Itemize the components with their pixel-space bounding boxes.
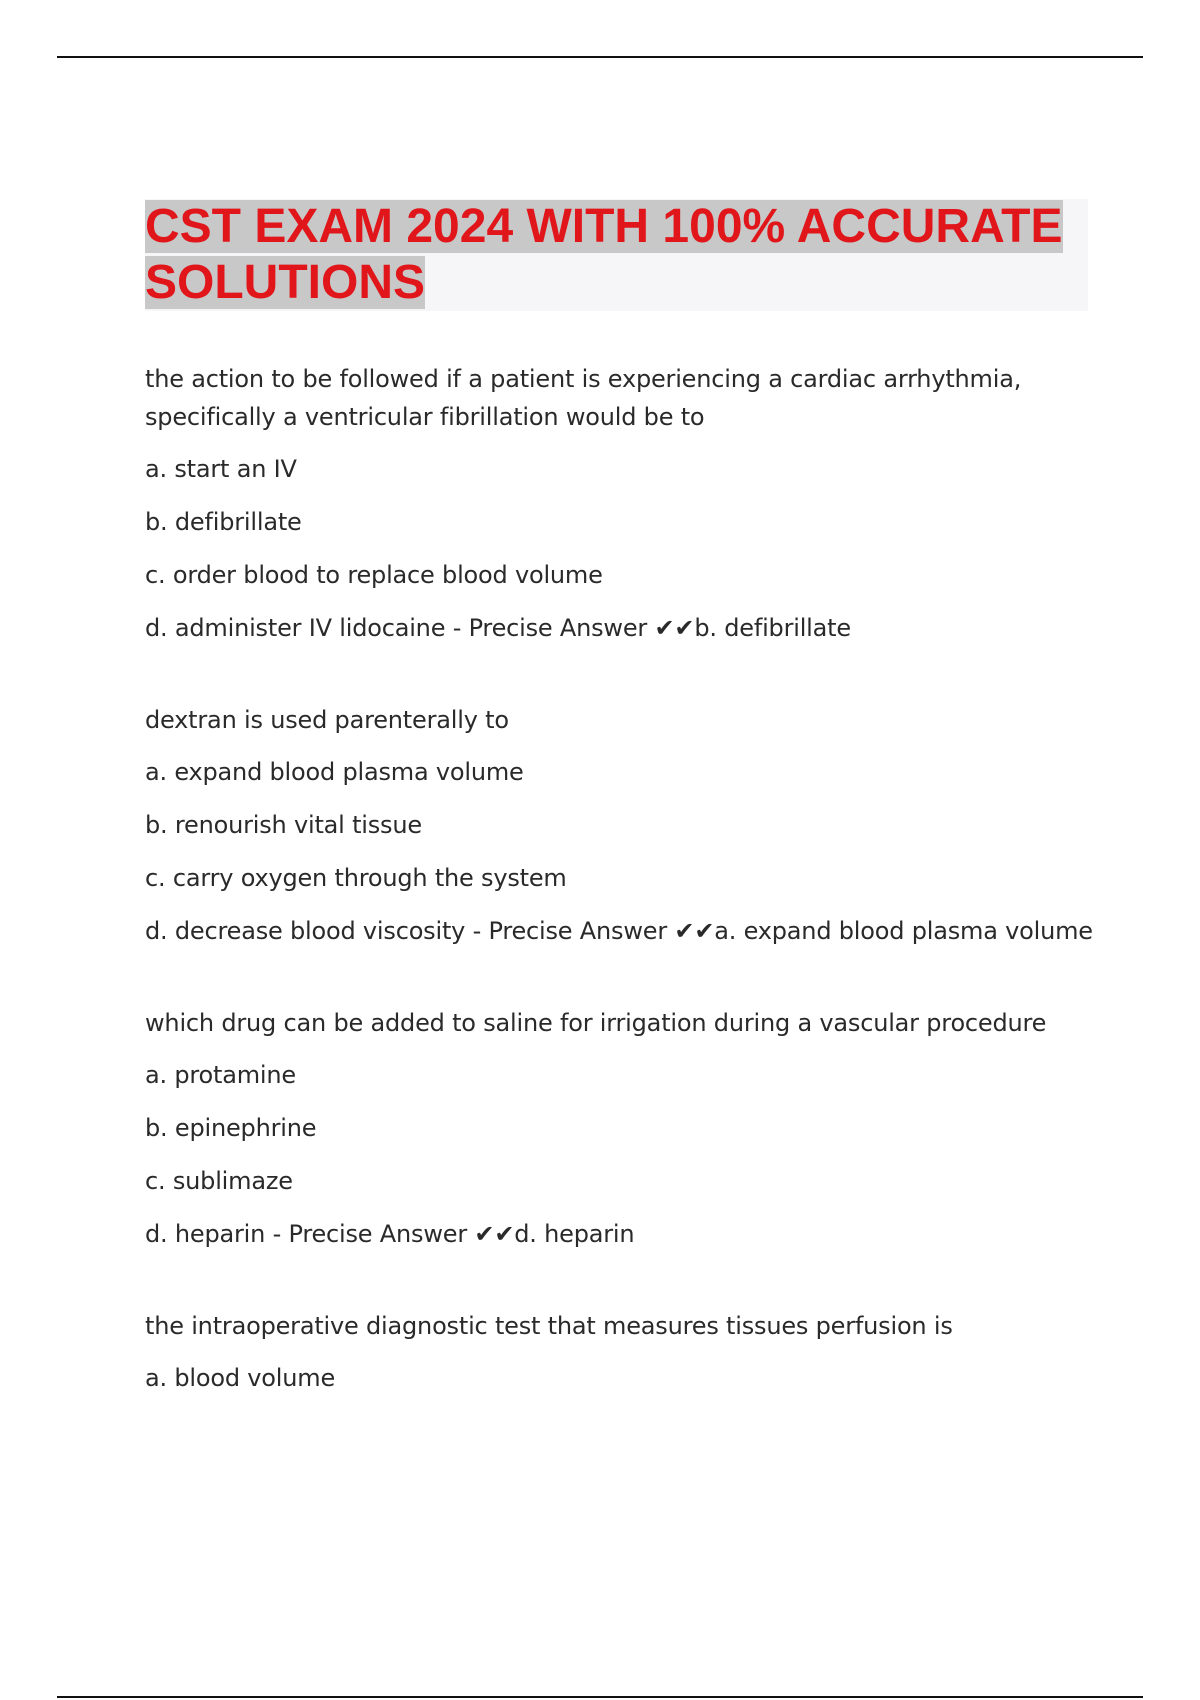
question-text: the intraoperative diagnostic test that measures tissues perfusion is bbox=[145, 1312, 953, 1340]
answer-option: c. order blood to replace blood volume bbox=[145, 561, 603, 589]
question-text: dextran is used parenterally to bbox=[145, 706, 509, 734]
answer-option: b. defibrillate bbox=[145, 508, 302, 536]
question-text: which drug can be added to saline for irrigation during a vascular procedure bbox=[145, 1009, 1047, 1037]
answer-option-with-solution: d. heparin - Precise Answer ✔✔d. heparin bbox=[145, 1220, 635, 1248]
answer-option-with-solution: d. decrease blood viscosity - Precise Answer ✔✔a. expand blood plasma volume bbox=[145, 917, 1093, 945]
page-title bbox=[145, 199, 1088, 311]
page-title-text: CST EXAM 2024 WITH 100% ACCURATE SOLUTIONS bbox=[145, 200, 1063, 309]
answer-option: b. epinephrine bbox=[145, 1114, 317, 1142]
answer-option: a. blood volume bbox=[145, 1364, 336, 1392]
question-list bbox=[145, 360, 1105, 1451]
answer-option: b. renourish vital tissue bbox=[145, 811, 422, 839]
answer-option: c. sublimaze bbox=[145, 1167, 293, 1195]
question-block bbox=[145, 1004, 1105, 1255]
answer-option: a. expand blood plasma volume bbox=[145, 758, 524, 786]
title-block bbox=[145, 199, 1088, 311]
question-block bbox=[145, 701, 1105, 952]
question-block bbox=[145, 360, 1105, 649]
header-rule bbox=[57, 56, 1143, 58]
question-text: the action to be followed if a patient is experiencing a cardiac arrhythmia, specifically a ventricular fibrillation would be to bbox=[145, 365, 1022, 431]
question-block bbox=[145, 1307, 1105, 1399]
answer-option: c. carry oxygen through the system bbox=[145, 864, 567, 892]
answer-option: a. protamine bbox=[145, 1061, 296, 1089]
answer-option-with-solution: d. administer IV lidocaine - Precise Answer ✔✔b. defibrillate bbox=[145, 614, 851, 642]
footer-rule bbox=[57, 1696, 1143, 1698]
answer-option: a. start an IV bbox=[145, 455, 297, 483]
